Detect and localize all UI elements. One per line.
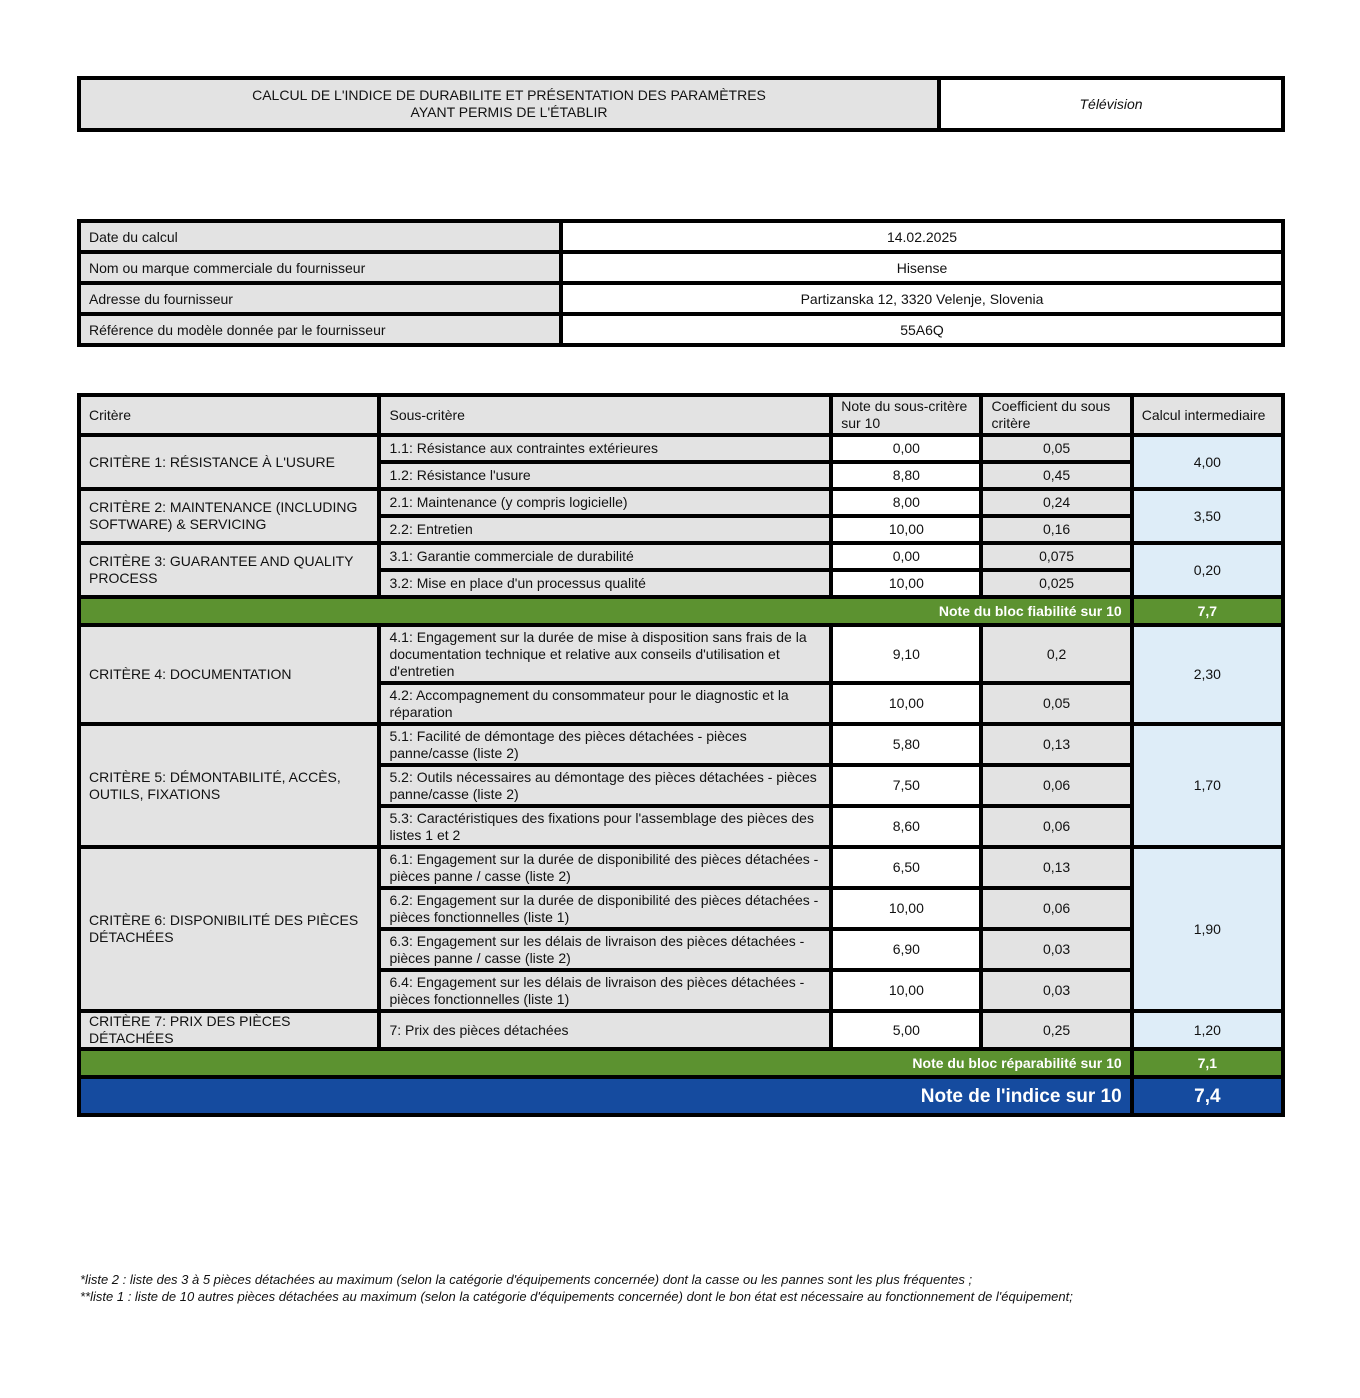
footnote-liste-1: **liste 1 : liste de 10 autres pièces détachées au maximum (selon la catégorie d'équipements concernée) dont le bon état est nécessaire au fonctionnement de l'équipement;: [80, 1289, 1073, 1304]
info-label: Nom ou marque commerciale du fournisseur: [79, 252, 561, 283]
info-label: Adresse du fournisseur: [79, 283, 561, 314]
sub-criterion-coef: 0,06: [981, 765, 1131, 806]
title-line-2: AYANT PERMIS DE L'ÉTABLIR: [410, 104, 608, 120]
info-value: 14.02.2025: [561, 221, 1283, 252]
document-title: [79, 78, 939, 130]
table-row: [79, 435, 1283, 462]
sub-criterion-note: 10,00: [831, 570, 981, 597]
sub-criterion-coef: 0,03: [981, 929, 1131, 970]
info-row: [79, 283, 1283, 314]
sub-criterion-note: 8,80: [831, 462, 981, 489]
index-label: Note de l'indice sur 10: [79, 1077, 1132, 1115]
sub-criterion-label: 3.1: Garantie commerciale de durabilité: [379, 543, 831, 570]
sub-criterion-coef: 0,2: [981, 625, 1131, 683]
criterion-name: CRITÈRE 4: DOCUMENTATION: [79, 625, 379, 724]
sub-criterion-label: 1.2: Résistance l'usure: [379, 462, 831, 489]
sub-criterion-coef: 0,13: [981, 847, 1131, 888]
sub-criterion-coef: 0,25: [981, 1011, 1131, 1049]
sub-criterion-coef: 0,06: [981, 888, 1131, 929]
table-row: [79, 543, 1283, 570]
criterion-name: CRITÈRE 1: RÉSISTANCE À L'USURE: [79, 435, 379, 489]
col-header-sous-critere: Sous-critère: [379, 395, 831, 435]
criterion-calc: 2,30: [1132, 625, 1283, 724]
sub-criterion-label: 4.1: Engagement sur la durée de mise à disposition sans frais de la documentation technique et relative aux conseils d'utilisation et d'entretien: [379, 625, 831, 683]
sub-criterion-coef: 0,24: [981, 489, 1131, 516]
sub-criterion-label: 6.2: Engagement sur la durée de disponibilité des pièces détachées - pièces fonctionnelles (liste 1): [379, 888, 831, 929]
sub-criterion-label: 1.1: Résistance aux contraintes extérieures: [379, 435, 831, 462]
document-header: [77, 76, 1285, 132]
criterion-calc: 1,70: [1132, 724, 1283, 847]
bloc-fiabilite-row: [79, 597, 1283, 625]
info-value: 55A6Q: [561, 314, 1283, 345]
sub-criterion-label: 5.3: Caractéristiques des fixations pour l'assemblage des pièces des listes 1 et 2: [379, 806, 831, 847]
criteria-table: [77, 393, 1285, 1117]
table-header-row: [79, 395, 1283, 435]
sub-criterion-note: 6,50: [831, 847, 981, 888]
index-value: 7,4: [1132, 1077, 1283, 1115]
table-row: [79, 847, 1283, 888]
sub-criterion-note: 9,10: [831, 625, 981, 683]
col-header-coef: Coefficient du sous critère: [981, 395, 1131, 435]
col-header-note: Note du sous-critère sur 10: [831, 395, 981, 435]
sub-criterion-note: 10,00: [831, 516, 981, 543]
sub-criterion-note: 10,00: [831, 970, 981, 1011]
sub-criterion-note: 10,00: [831, 888, 981, 929]
bloc-reparabilite-value: 7,1: [1132, 1049, 1283, 1077]
sub-criterion-note: 5,80: [831, 724, 981, 765]
info-value: Hisense: [561, 252, 1283, 283]
criterion-calc: 0,20: [1132, 543, 1283, 597]
sub-criterion-coef: 0,05: [981, 435, 1131, 462]
info-value: Partizanska 12, 3320 Velenje, Slovenia: [561, 283, 1283, 314]
sub-criterion-coef: 0,45: [981, 462, 1131, 489]
bloc-reparabilite-label: Note du bloc réparabilité sur 10: [79, 1049, 1132, 1077]
sub-criterion-coef: 0,025: [981, 570, 1131, 597]
info-row: [79, 252, 1283, 283]
sub-criterion-label: 2.2: Entretien: [379, 516, 831, 543]
table-row: [79, 724, 1283, 765]
sub-criterion-note: 6,90: [831, 929, 981, 970]
criterion-name: CRITÈRE 3: GUARANTEE AND QUALITY PROCESS: [79, 543, 379, 597]
col-header-calcul: Calcul intermediaire: [1132, 395, 1283, 435]
bloc-fiabilite-label: Note du bloc fiabilité sur 10: [79, 597, 1132, 625]
sub-criterion-note: 10,00: [831, 683, 981, 724]
sub-criterion-label: 6.4: Engagement sur les délais de livraison des pièces détachées - pièces fonctionnelles (liste 1): [379, 970, 831, 1011]
sub-criterion-coef: 0,03: [981, 970, 1131, 1011]
title-line-1: CALCUL DE L'INDICE DE DURABILITE ET PRÉSENTATION DES PARAMÈTRES: [252, 87, 766, 103]
footnote-liste-2: *liste 2 : liste des 3 à 5 pièces détachées au maximum (selon la catégorie d'équipements concernée) dont la casse ou les pannes sont les plus fréquentes ;: [80, 1272, 973, 1287]
footnotes: [80, 1271, 1280, 1305]
sub-criterion-label: 5.1: Facilité de démontage des pièces détachées - pièces panne/casse (liste 2): [379, 724, 831, 765]
criterion-name: CRITÈRE 7: PRIX DES PIÈCES DÉTACHÉES: [79, 1011, 379, 1049]
bloc-fiabilite-value: 7,7: [1132, 597, 1283, 625]
sub-criterion-label: 4.2: Accompagnement du consommateur pour le diagnostic et la réparation: [379, 683, 831, 724]
sub-criterion-label: 6.1: Engagement sur la durée de disponibilité des pièces détachées - pièces panne / casse (liste 2): [379, 847, 831, 888]
col-header-critere: Critère: [79, 395, 379, 435]
bloc-reparabilite-row: [79, 1049, 1283, 1077]
info-label: Date du calcul: [79, 221, 561, 252]
sub-criterion-label: 3.2: Mise en place d'un processus qualité: [379, 570, 831, 597]
sub-criterion-note: 5,00: [831, 1011, 981, 1049]
index-row: [79, 1077, 1283, 1115]
sub-criterion-label: 2.1: Maintenance (y compris logicielle): [379, 489, 831, 516]
table-row: [79, 489, 1283, 516]
sub-criterion-note: 8,60: [831, 806, 981, 847]
criterion-name: CRITÈRE 5: DÉMONTABILITÉ, ACCÈS, OUTILS, FIXATIONS: [79, 724, 379, 847]
info-row: [79, 314, 1283, 345]
sub-criterion-coef: 0,06: [981, 806, 1131, 847]
info-row: [79, 221, 1283, 252]
sub-criterion-coef: 0,13: [981, 724, 1131, 765]
sub-criterion-coef: 0,075: [981, 543, 1131, 570]
sub-criterion-coef: 0,16: [981, 516, 1131, 543]
info-label: Référence du modèle donnée par le fournisseur: [79, 314, 561, 345]
criterion-calc: 1,90: [1132, 847, 1283, 1011]
sub-criterion-coef: 0,05: [981, 683, 1131, 724]
sub-criterion-label: 5.2: Outils nécessaires au démontage des pièces détachées - pièces panne/casse (liste 2): [379, 765, 831, 806]
sub-criterion-note: 0,00: [831, 543, 981, 570]
criterion-calc: 3,50: [1132, 489, 1283, 543]
table-row: [79, 625, 1283, 683]
criterion-calc: 4,00: [1132, 435, 1283, 489]
sub-criterion-note: 0,00: [831, 435, 981, 462]
sub-criterion-label: 7: Prix des pièces détachées: [379, 1011, 831, 1049]
table-row: [79, 1011, 1283, 1049]
sub-criterion-note: 8,00: [831, 489, 981, 516]
criterion-calc: 1,20: [1132, 1011, 1283, 1049]
sub-criterion-note: 7,50: [831, 765, 981, 806]
sub-criterion-label: 6.3: Engagement sur les délais de livraison des pièces détachées - pièces panne / casse (liste 2): [379, 929, 831, 970]
supplier-info-table: [77, 219, 1285, 347]
product-category: Télévision: [939, 78, 1283, 130]
criterion-name: CRITÈRE 2: MAINTENANCE (INCLUDING SOFTWARE) & SERVICING: [79, 489, 379, 543]
criterion-name: CRITÈRE 6: DISPONIBILITÉ DES PIÈCES DÉTACHÉES: [79, 847, 379, 1011]
